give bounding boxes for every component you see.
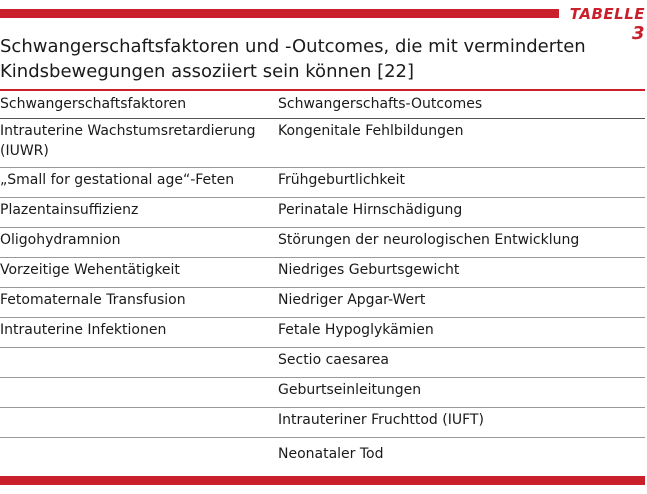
table-row [0, 438, 645, 469]
faktor-cell [0, 348, 276, 350]
outcome-cell: Niedriger Apgar-Wert [278, 292, 426, 308]
table-label-text: TABELLE [569, 5, 645, 23]
table-title: Schwangerschaftsfaktoren und -Outcomes, die mit verminderten Kindsbewegungen assoziiert sein können [22] [0, 36, 586, 82]
faktor-cell [0, 438, 276, 444]
outcome-cell: Fetale Hypoglykämien [278, 322, 434, 338]
faktor-cell: Intrauterine Infektionen [0, 322, 167, 338]
outcome-cell: Frühgeburtlichkeit [278, 172, 405, 188]
faktor-cell: Fetomaternale Transfusion [0, 292, 186, 308]
table-row [0, 288, 645, 318]
faktor-cell: Intrauterine Wachstumsretardierung (IUWR) [0, 123, 256, 159]
outcome-cell: Sectio caesarea [278, 352, 389, 368]
table-row [0, 258, 645, 288]
outcome-cell: Geburtseinleitungen [278, 382, 422, 398]
outcome-cell: Störungen der neurologischen Entwicklung [278, 232, 580, 248]
table-row [0, 168, 645, 198]
faktor-cell: Plazentainsuffizienz [0, 202, 139, 218]
header-outcomes: Schwangerschafts-Outcomes [276, 91, 645, 119]
table-row [0, 348, 645, 378]
table-row [0, 318, 645, 348]
data-table [0, 91, 645, 468]
table-row [0, 408, 645, 438]
faktor-cell [0, 408, 276, 410]
table-row [0, 378, 645, 408]
table-row [0, 228, 645, 258]
outcome-cell: Neonataler Tod [278, 446, 384, 462]
outcome-cell: Perinatale Hirnschädigung [278, 202, 463, 218]
header-faktoren: Schwangerschaftsfaktoren [0, 91, 276, 119]
table-header-row [0, 91, 645, 119]
outcome-cell: Intrauteriner Fruchttod (IUFT) [278, 412, 484, 428]
faktor-cell: Oligohydramnion [0, 232, 121, 248]
top-accent-bar [0, 9, 559, 18]
table-row [0, 198, 645, 228]
faktor-cell [0, 378, 276, 380]
bottom-accent-bar [0, 476, 645, 485]
faktor-cell: „Small for gestational age“-Feten [0, 172, 235, 188]
table-row [0, 119, 645, 168]
table-label-number: 3 [631, 23, 645, 44]
outcome-cell: Kongenitale Fehlbildungen [278, 123, 464, 139]
faktor-cell: Vorzeitige Wehentätigkeit [0, 262, 180, 278]
outcome-cell: Niedriges Geburtsgewicht [278, 262, 460, 278]
